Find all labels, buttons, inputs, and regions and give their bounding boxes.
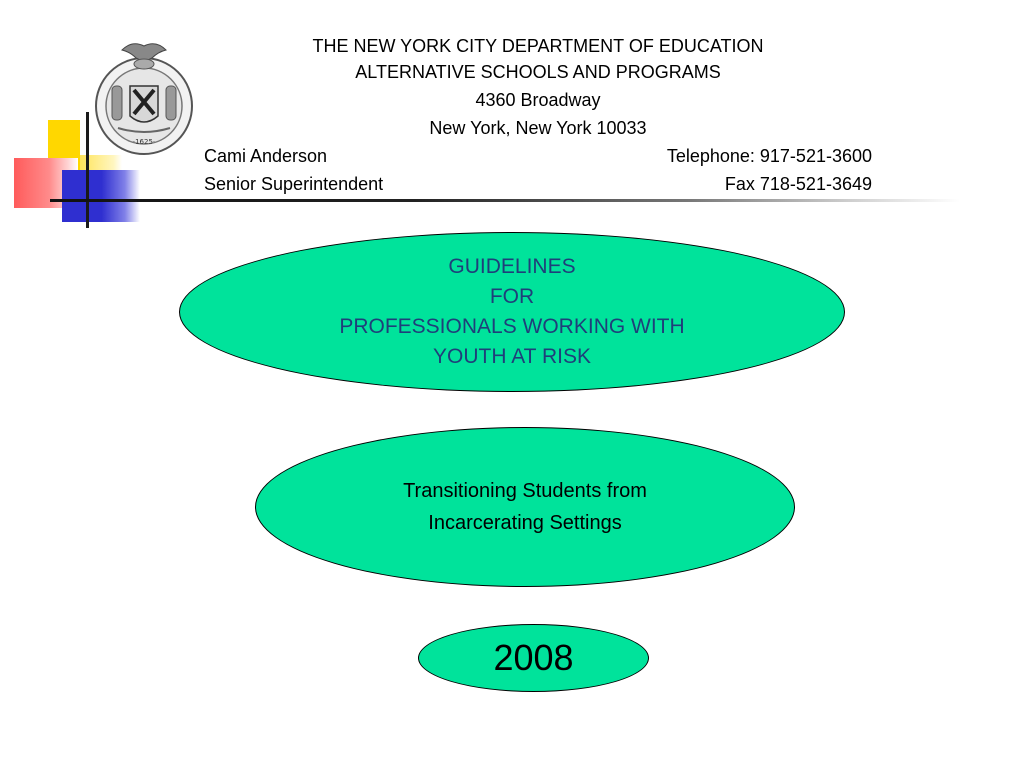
header-divider-line <box>50 199 960 202</box>
street-address: 4360 Broadway <box>475 90 601 110</box>
subtitle-line: Transitioning Students from <box>403 480 647 502</box>
department-name: THE NEW YORK CITY DEPARTMENT OF EDUCATION <box>312 36 764 56</box>
contact-name: Cami Anderson <box>204 146 328 166</box>
fax-number: Fax 718-521-3649 <box>724 174 872 194</box>
main-title-ellipse <box>179 232 845 392</box>
nyc-seal-icon <box>92 36 196 156</box>
main-title <box>339 252 684 372</box>
decorative-vertical-line <box>86 112 89 228</box>
svg-text:·1625·: ·1625· <box>132 138 156 146</box>
subtitle <box>403 475 647 539</box>
decorative-blue-fade <box>102 170 140 222</box>
main-title-line: GUIDELINES <box>448 255 576 278</box>
contact-title: Senior Superintendent <box>204 174 384 194</box>
office-name: ALTERNATIVE SCHOOLS AND PROGRAMS <box>355 62 721 82</box>
subtitle-line: Incarcerating Settings <box>428 512 622 534</box>
main-title-line: PROFESSIONALS WORKING WITH <box>339 315 685 338</box>
city-address: New York, New York 10033 <box>429 118 647 138</box>
year-label: 2008 <box>493 637 574 678</box>
year-ellipse <box>418 624 649 692</box>
telephone-number: Telephone: 917-521-3600 <box>666 146 872 166</box>
subtitle-ellipse <box>255 427 795 587</box>
main-title-line: FOR <box>489 285 535 308</box>
main-title-line: YOUTH AT RISK <box>433 345 591 368</box>
decorative-blue-square <box>62 170 102 222</box>
